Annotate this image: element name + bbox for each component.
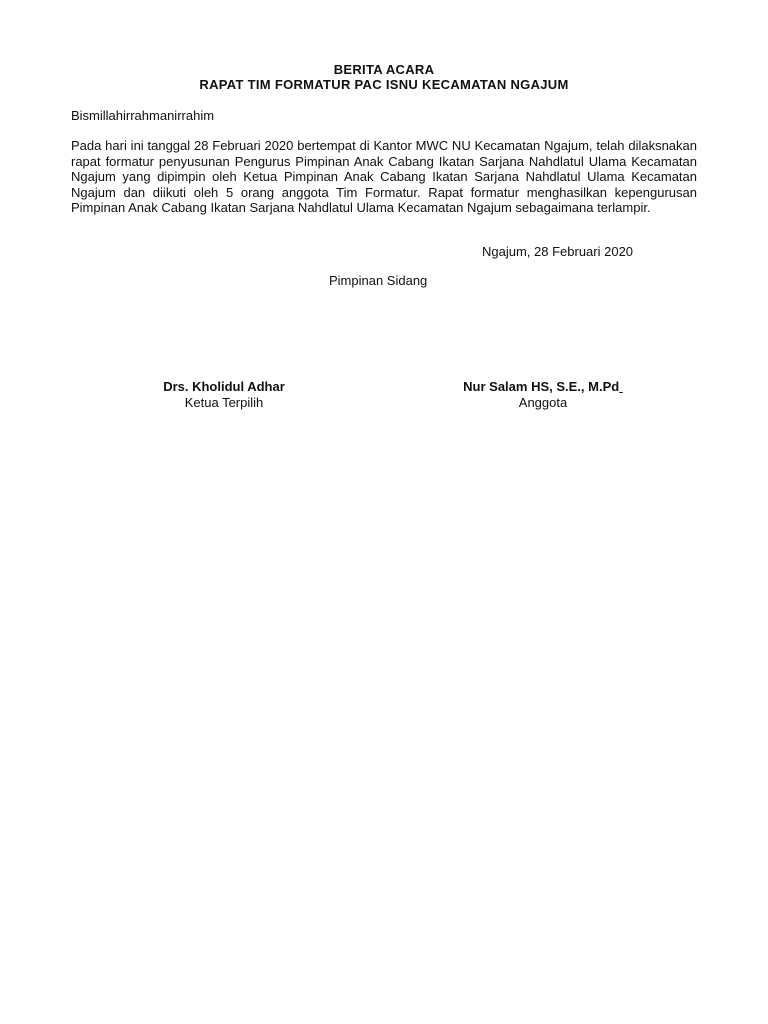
body-paragraph: Pada hari ini tanggal 28 Februari 2020 bertempat di Kantor MWC NU Kecamatan Ngajum, telah dilaksnakan rapat formatur penyusunan Pengurus Pimpinan Anak Cabang Ikatan Sarjana Nahdlatul Ulama Kecamatan Ngajum yang dipimpin oleh Ketua Pimpinan Anak Cabang Ikatan Sarjana Nahdlatul Ulama Kecamatan Ngajum dan diikuti oleh 5 orang anggota Tim Formatur. Rapat formatur menghasilkan kepengurusan Pimpinan Anak Cabang Ikatan Sarjana Nahdlatul Ulama Kecamatan Ngajum sebagaimana terlampir. <box>71 138 697 215</box>
presider-label: Pimpinan Sidang <box>329 273 428 288</box>
left-signatory-role: Ketua Terpilih <box>184 395 264 410</box>
opening-phrase: Bismillahirrahmanirrahim <box>71 108 215 123</box>
place-date: Ngajum, 28 Februari 2020 <box>482 244 634 259</box>
left-signatory-name: Drs. Kholidul Adhar <box>163 379 285 394</box>
document-subtitle: RAPAT TIM FORMATUR PAC ISNU KECAMATAN NGAJUM <box>199 77 569 92</box>
right-signatory-role: Anggota <box>518 395 568 410</box>
underline-mark <box>619 379 623 394</box>
right-signatory-name-text: Nur Salam HS, S.E., M.Pd <box>463 379 620 394</box>
right-signatory-name <box>443 379 643 394</box>
document-title: BERITA ACARA <box>333 62 435 77</box>
